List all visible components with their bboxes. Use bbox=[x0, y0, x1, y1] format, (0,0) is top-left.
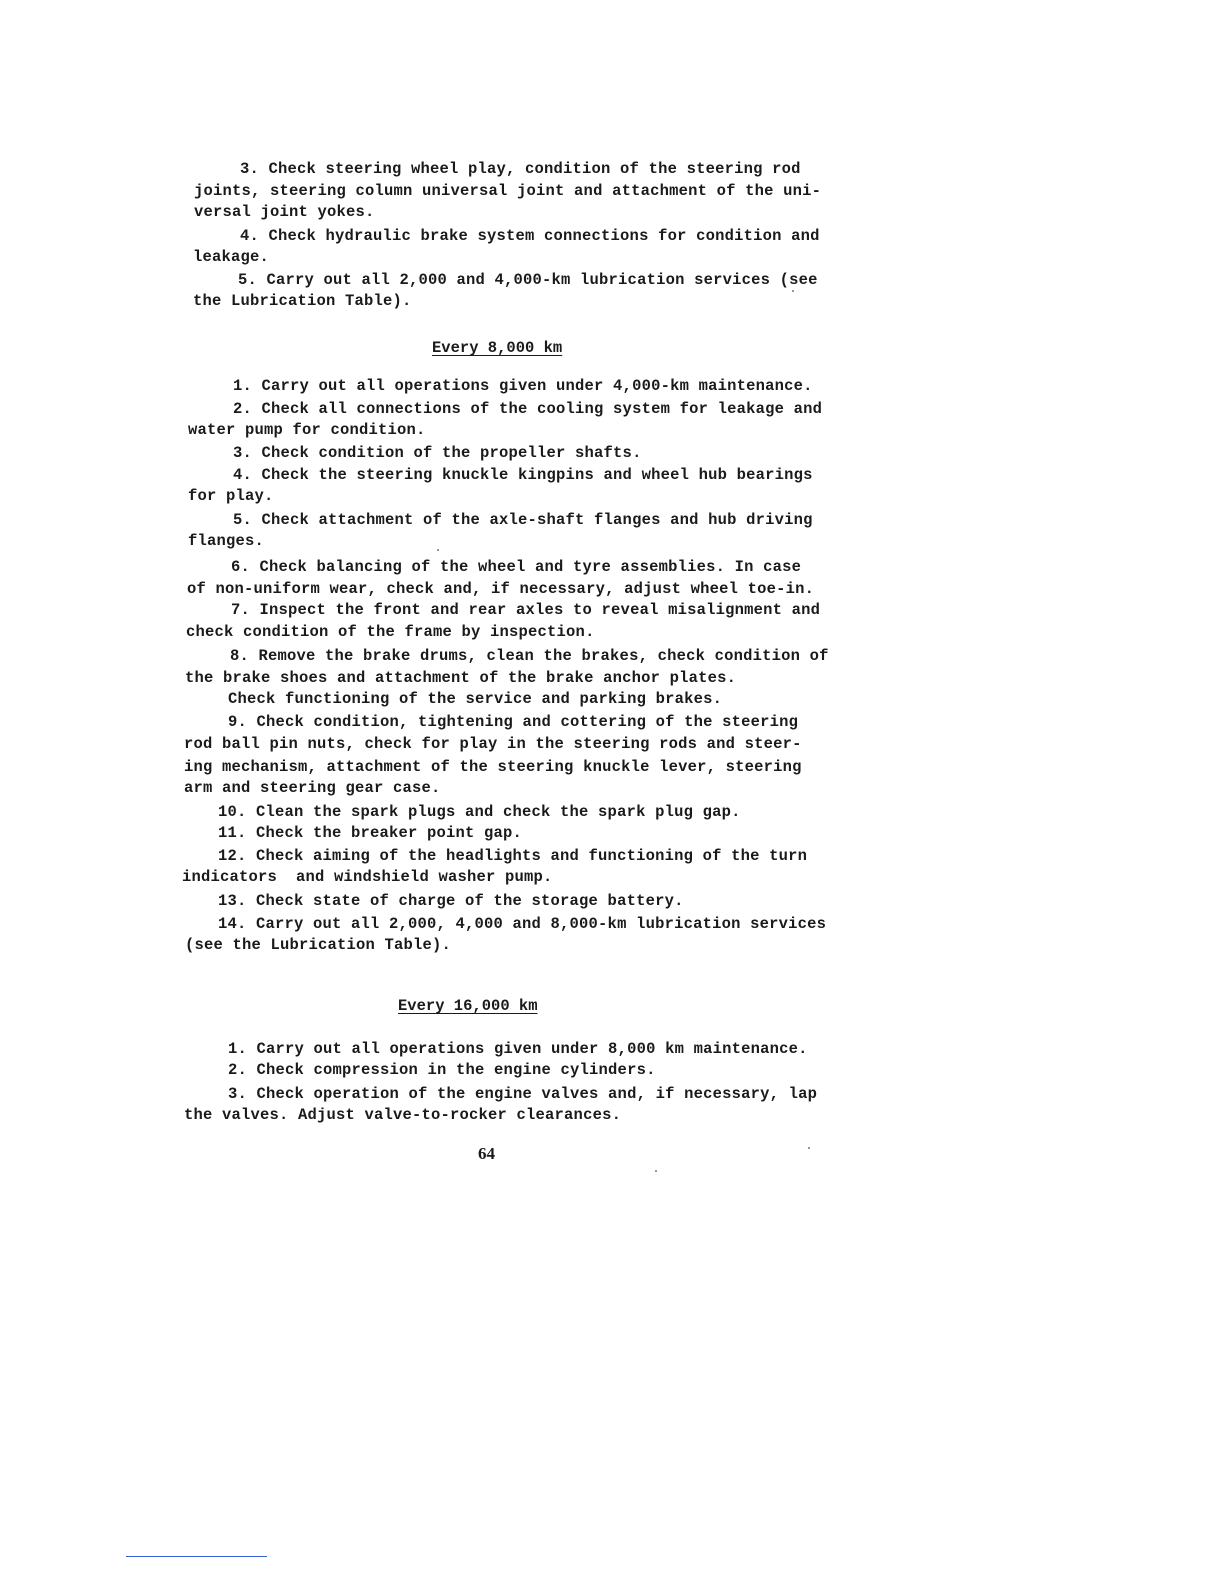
text-line: 3. Check steering wheel play, condition of the steering rod bbox=[240, 160, 801, 178]
section-heading-16000-km: Every 16,000 km bbox=[398, 997, 538, 1015]
text-line: leakage. bbox=[193, 248, 270, 266]
text-line: 7. Inspect the front and rear axles to reveal misalignment and bbox=[231, 601, 821, 619]
text-line: versal joint yokes. bbox=[194, 203, 375, 221]
page-number: 64 bbox=[478, 1144, 495, 1163]
footnote-rule bbox=[126, 1556, 267, 1557]
text-line: 11. Check the breaker point gap. bbox=[218, 824, 523, 842]
text-line: 3. Check operation of the engine valves and, if necessary, lap bbox=[228, 1085, 818, 1103]
scan-speck bbox=[437, 549, 439, 551]
scan-speck bbox=[792, 290, 794, 292]
text-line: 4. Check hydraulic brake system connections for condition and bbox=[240, 227, 820, 245]
text-line: 5. Check attachment of the axle-shaft flanges and hub driving bbox=[233, 511, 813, 529]
text-line: 5. Carry out all 2,000 and 4,000-km lubrication services (see bbox=[238, 271, 818, 289]
text-line: water pump for condition. bbox=[188, 421, 426, 439]
text-line: for play. bbox=[188, 487, 274, 505]
scan-speck bbox=[655, 1170, 657, 1172]
text-line: arm and steering gear case. bbox=[184, 779, 441, 797]
text-line: the valves. Adjust valve-to-rocker clearances. bbox=[184, 1106, 622, 1124]
text-line: 14. Carry out all 2,000, 4,000 and 8,000-km lubrication services bbox=[218, 915, 827, 933]
text-line: the brake shoes and attachment of the brake anchor plates. bbox=[185, 669, 737, 687]
text-line: rod ball pin nuts, check for play in the steering rods and steer- bbox=[184, 735, 802, 753]
text-line: 13. Check state of charge of the storage battery. bbox=[218, 892, 684, 910]
text-line: 9. Check condition, tightening and cottering of the steering bbox=[228, 713, 799, 731]
text-line: the Lubrication Table). bbox=[193, 292, 412, 310]
text-line: 8. Remove the brake drums, clean the brakes, check condition of bbox=[230, 647, 829, 665]
text-line: 1. Carry out all operations given under 8,000 km maintenance. bbox=[228, 1040, 808, 1058]
text-line: 4. Check the steering knuckle kingpins and wheel hub bearings bbox=[233, 466, 813, 484]
text-line: flanges. bbox=[188, 532, 265, 550]
section-heading-8000-km: Every 8,000 km bbox=[432, 339, 563, 357]
text-line: 10. Clean the spark plugs and check the spark plug gap. bbox=[218, 803, 741, 821]
text-line: 3. Check condition of the propeller shafts. bbox=[233, 444, 642, 462]
text-line: 6. Check balancing of the wheel and tyre assemblies. In case bbox=[231, 558, 802, 576]
text-line: 2. Check compression in the engine cylinders. bbox=[228, 1061, 656, 1079]
text-line: 12. Check aiming of the headlights and functioning of the turn bbox=[218, 847, 808, 865]
text-line: (see the Lubrication Table). bbox=[185, 936, 452, 954]
scan-speck bbox=[808, 1147, 810, 1149]
text-line: check condition of the frame by inspection. bbox=[186, 623, 595, 641]
text-line: ing mechanism, attachment of the steering knuckle lever, steering bbox=[184, 758, 802, 776]
text-line: Check functioning of the service and parking brakes. bbox=[228, 690, 723, 708]
text-line: of non-uniform wear, check and, if necessary, adjust wheel toe-in. bbox=[187, 580, 815, 598]
text-line: joints, steering column universal joint and attachment of the uni- bbox=[194, 182, 822, 200]
text-line: indicators and windshield washer pump. bbox=[182, 868, 553, 886]
text-line: 2. Check all connections of the cooling system for leakage and bbox=[233, 400, 823, 418]
text-line: 1. Carry out all operations given under 4,000-km maintenance. bbox=[233, 377, 813, 395]
